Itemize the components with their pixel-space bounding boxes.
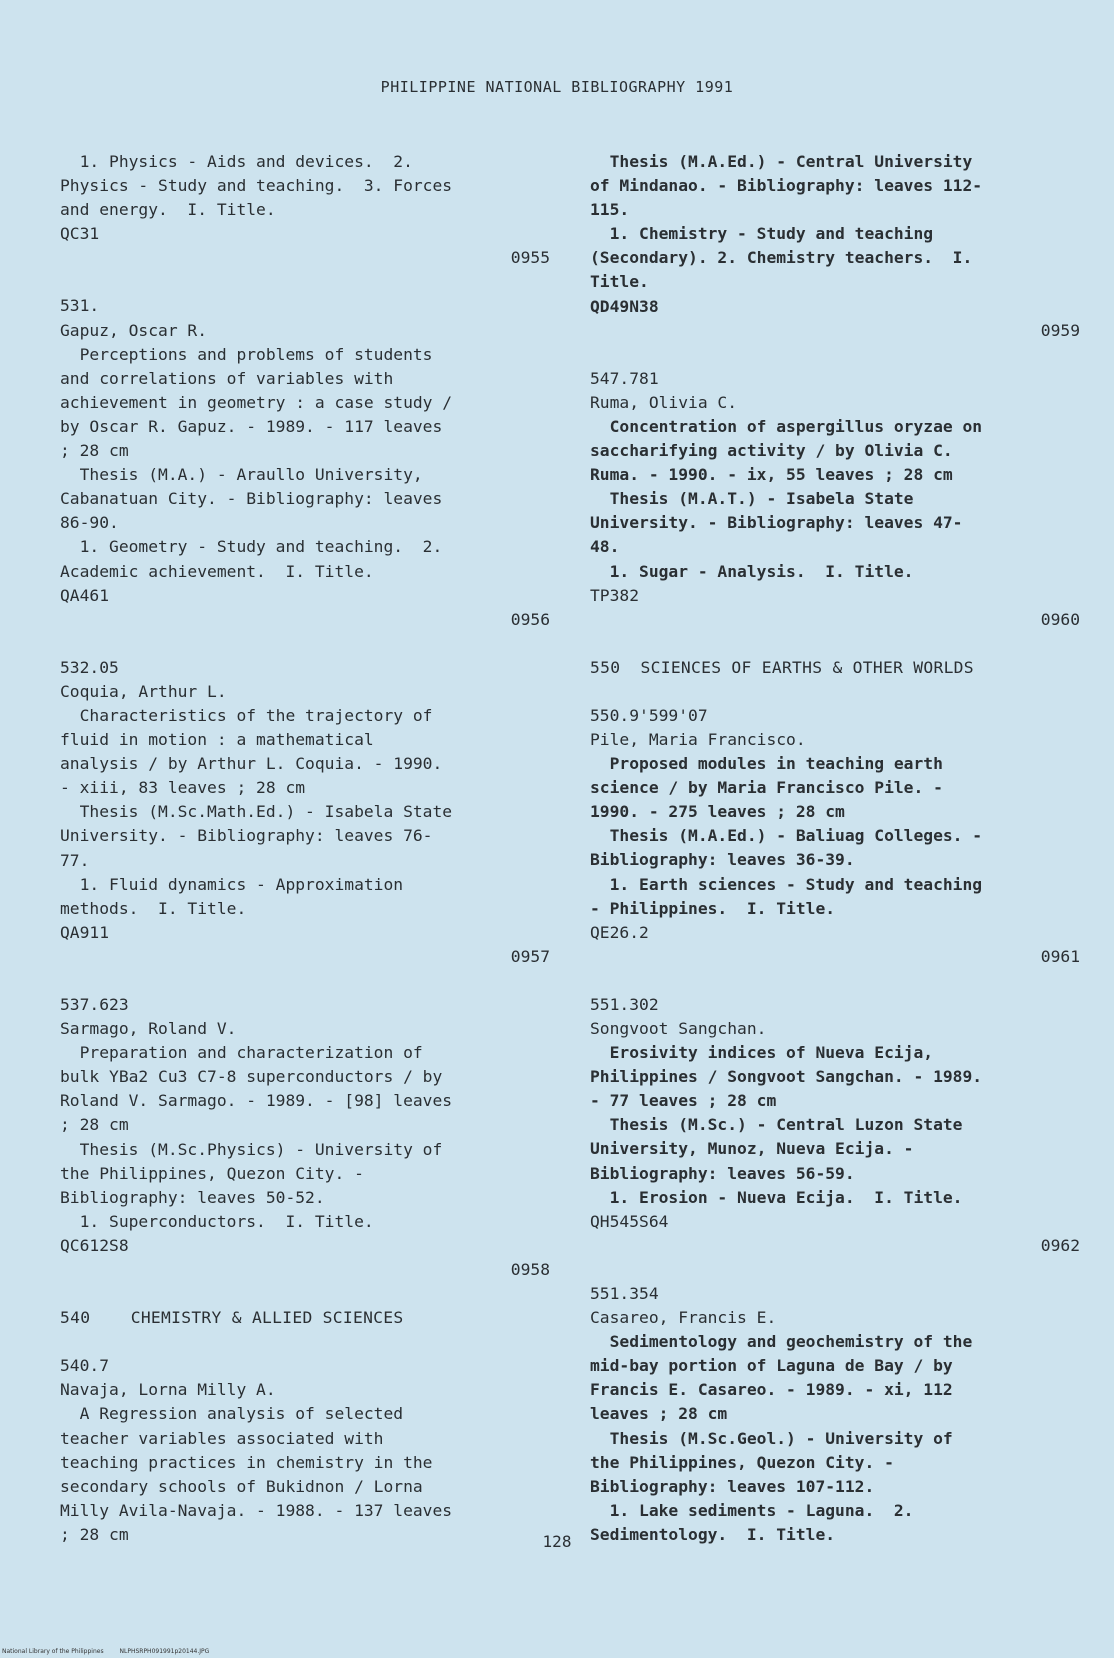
- text-line: 531.: [60, 296, 100, 316]
- text-line: Roland V. Sarmago. - 1989. - [98] leaves: [60, 1091, 453, 1111]
- text-line: Navaja, Lorna Milly A.: [60, 1380, 276, 1400]
- text-line: University. - Bibliography: leaves 47-: [590, 513, 963, 533]
- text-line: 1. Superconductors. I. Title.: [60, 1211, 374, 1231]
- text-line: analysis / by Arthur L. Coquia. - 1990.: [60, 754, 443, 774]
- text-line: 1. Physics - Aids and devices. 2.: [60, 152, 413, 171]
- text-line: Proposed modules in teaching earth: [590, 754, 943, 774]
- text-line: the Philippines, Quezon City. -: [590, 1452, 894, 1472]
- text-line: - xiii, 83 leaves ; 28 cm: [60, 778, 306, 798]
- text-line: Thesis (M.Sc.) - Central Luzon State: [590, 1115, 963, 1135]
- text-line: teaching practices in chemistry in the: [60, 1452, 433, 1472]
- text-line: 1. Lake sediments - Laguna. 2.: [590, 1500, 914, 1520]
- text-line: 77.: [60, 850, 90, 870]
- text-line: saccharifying activity / by Olivia C.: [590, 441, 953, 461]
- text-line: 1. Fluid dynamics - Approximation: [60, 874, 404, 894]
- text-line: Erosivity indices of Nueva Ecija,: [590, 1043, 934, 1063]
- entry-number: 0955: [510, 248, 550, 268]
- text-line: Academic achievement. I. Title.: [60, 561, 374, 581]
- text-line: Physics - Study and teaching. 3. Forces: [60, 176, 453, 196]
- text-line: bulk YBa2 Cu3 C7-8 superconductors / by: [60, 1067, 443, 1087]
- text-line: 1. Sugar - Analysis. I. Title.: [590, 561, 914, 581]
- text-line: Ruma. - 1990. - ix, 55 leaves ; 28 cm: [590, 465, 953, 485]
- text-line: 551.354: [590, 1283, 659, 1303]
- spacer: [590, 343, 1080, 367]
- text-line: QA461: [60, 585, 110, 605]
- spacer: [590, 680, 1080, 704]
- text-line: secondary schools of Bukidnon / Lorna: [60, 1476, 423, 1496]
- text-line: 551.302: [590, 994, 659, 1014]
- text-line: Cabanatuan City. - Bibliography: leaves: [60, 489, 443, 509]
- text-line: Title.: [590, 272, 649, 292]
- text-line: QD49N38: [590, 296, 659, 316]
- text-line: Thesis (M.A.T.) - Isabela State: [590, 489, 914, 509]
- entry-number: 0961: [1040, 946, 1080, 966]
- text-line: Milly Avila-Navaja. - 1988. - 137 leaves: [60, 1500, 453, 1520]
- text-line: Sarmago, Roland V.: [60, 1019, 237, 1039]
- text-line: Thesis (M.A.) - Araullo University,: [60, 465, 423, 485]
- text-line: leaves ; 28 cm: [590, 1404, 728, 1424]
- text-line: 537.623: [60, 995, 129, 1014]
- text-line: by Oscar R. Gapuz. - 1989. - 117 leaves: [60, 416, 443, 436]
- text-line: mid-bay portion of Laguna de Bay / by: [590, 1356, 953, 1376]
- text-line: University. - Bibliography: leaves 76-: [60, 826, 433, 846]
- spacer: [60, 1330, 550, 1354]
- text-line: Thesis (M.A.Ed.) - Central University: [590, 152, 973, 171]
- text-line: Bibliography: leaves 107-112.: [590, 1476, 875, 1496]
- page-number: 128: [542, 1532, 572, 1551]
- text-line: Gapuz, Oscar R.: [60, 320, 208, 340]
- text-line: University, Munoz, Nueva Ecija. -: [590, 1139, 914, 1159]
- section-heading: 550 SCIENCES OF EARTHS & OTHER WORLDS: [590, 657, 974, 677]
- text-line: Bibliography: leaves 50-52.: [60, 1187, 325, 1207]
- scan-footer: [2, 1648, 223, 1655]
- text-line: - 77 leaves ; 28 cm: [590, 1091, 777, 1111]
- text-line: QC612S8: [60, 1235, 129, 1255]
- text-line: Philippines / Songvoot Sangchan. - 1989.: [590, 1067, 983, 1087]
- text-line: Coquia, Arthur L.: [60, 681, 227, 701]
- entry-number: 0957: [510, 946, 550, 966]
- text-line: of Mindanao. - Bibliography: leaves 112-: [590, 176, 983, 196]
- text-line: Casareo, Francis E.: [590, 1308, 777, 1328]
- text-line: QA911: [60, 922, 110, 942]
- text-line: the Philippines, Quezon City. -: [60, 1163, 364, 1183]
- text-line: Perceptions and problems of students: [60, 344, 433, 364]
- text-line: Sedimentology and geochemistry of the: [590, 1332, 973, 1352]
- text-line: Ruma, Olivia C.: [590, 392, 738, 412]
- text-line: 115.: [590, 200, 630, 220]
- text-line: TP382: [590, 585, 640, 605]
- text-line: QC31: [60, 224, 100, 244]
- text-line: Thesis (M.Sc.Physics) - University of: [60, 1139, 443, 1159]
- text-line: fluid in motion : a mathematical: [60, 730, 374, 750]
- spacer: [590, 969, 1080, 993]
- text-line: 1. Erosion - Nueva Ecija. I. Title.: [590, 1187, 963, 1207]
- text-line: Thesis (M.Sc.Geol.) - University of: [590, 1428, 953, 1448]
- text-line: Thesis (M.A.Ed.) - Baliuag Colleges. -: [590, 826, 983, 846]
- text-line: 547.781: [590, 368, 659, 388]
- text-line: QE26.2: [590, 922, 649, 942]
- text-line: QH545S64: [590, 1211, 669, 1231]
- spacer: [60, 1282, 550, 1306]
- text-line: ; 28 cm: [60, 441, 129, 461]
- text-line: Preparation and characterization of: [60, 1043, 423, 1063]
- spacer: [60, 969, 550, 993]
- footer-institution: National Library of the Philippines: [2, 1648, 104, 1655]
- entry-number: 0962: [1040, 1235, 1080, 1255]
- text-line: 1990. - 275 leaves ; 28 cm: [590, 802, 845, 822]
- text-line: and correlations of variables with: [60, 368, 394, 388]
- text-line: science / by Maria Francisco Pile. -: [590, 778, 943, 798]
- text-line: Bibliography: leaves 56-59.: [590, 1163, 855, 1183]
- right-column: [590, 150, 1080, 1547]
- text-line: Bibliography: leaves 36-39.: [590, 850, 855, 870]
- spacer: [590, 1258, 1080, 1282]
- spacer: [60, 270, 550, 294]
- text-line: - Philippines. I. Title.: [590, 898, 836, 918]
- text-line: Francis E. Casareo. - 1989. - xi, 112: [590, 1380, 953, 1400]
- text-line: 1. Earth sciences - Study and teaching: [590, 874, 983, 894]
- text-line: 550.9'599'07: [590, 705, 708, 725]
- text-line: 532.05: [60, 657, 119, 677]
- text-line: 540.7: [60, 1356, 110, 1376]
- text-line: achievement in geometry : a case study /: [60, 392, 453, 412]
- text-line: (Secondary). 2. Chemistry teachers. I.: [590, 248, 973, 268]
- text-line: methods. I. Title.: [60, 898, 247, 918]
- text-line: 48.: [590, 537, 620, 557]
- text-line: teacher variables associated with: [60, 1428, 384, 1448]
- text-line: Thesis (M.Sc.Math.Ed.) - Isabela State: [60, 802, 453, 822]
- text-line: ; 28 cm: [60, 1115, 129, 1135]
- entry-number: 0960: [1040, 609, 1080, 629]
- spacer: [590, 632, 1080, 656]
- text-line: ; 28 cm: [60, 1524, 129, 1544]
- entry-number: 0956: [510, 609, 550, 629]
- text-line: 1. Geometry - Study and teaching. 2.: [60, 537, 443, 557]
- footer-filename: NLPHSRPH091991p20144.JPG: [119, 1648, 210, 1655]
- text-line: Pile, Maria Francisco.: [590, 729, 806, 749]
- section-heading: 540 CHEMISTRY & ALLIED SCIENCES: [60, 1308, 404, 1328]
- text-line: Sedimentology. I. Title.: [590, 1524, 836, 1544]
- text-line: Characteristics of the trajectory of: [60, 705, 433, 725]
- page-header: PHILIPPINE NATIONAL BIBLIOGRAPHY 1991: [380, 78, 734, 96]
- spacer: [60, 632, 550, 656]
- entry-number: 0958: [510, 1260, 550, 1280]
- text-line: and energy. I. Title.: [60, 200, 276, 220]
- text-line: A Regression analysis of selected: [60, 1404, 404, 1424]
- text-line: Concentration of aspergillus oryzae on: [590, 416, 983, 436]
- text-line: Songvoot Sangchan.: [590, 1019, 767, 1038]
- entry-number: 0959: [1040, 320, 1080, 340]
- text-line: 86-90.: [60, 513, 119, 533]
- left-column: [60, 150, 550, 1547]
- text-line: 1. Chemistry - Study and teaching: [590, 224, 934, 244]
